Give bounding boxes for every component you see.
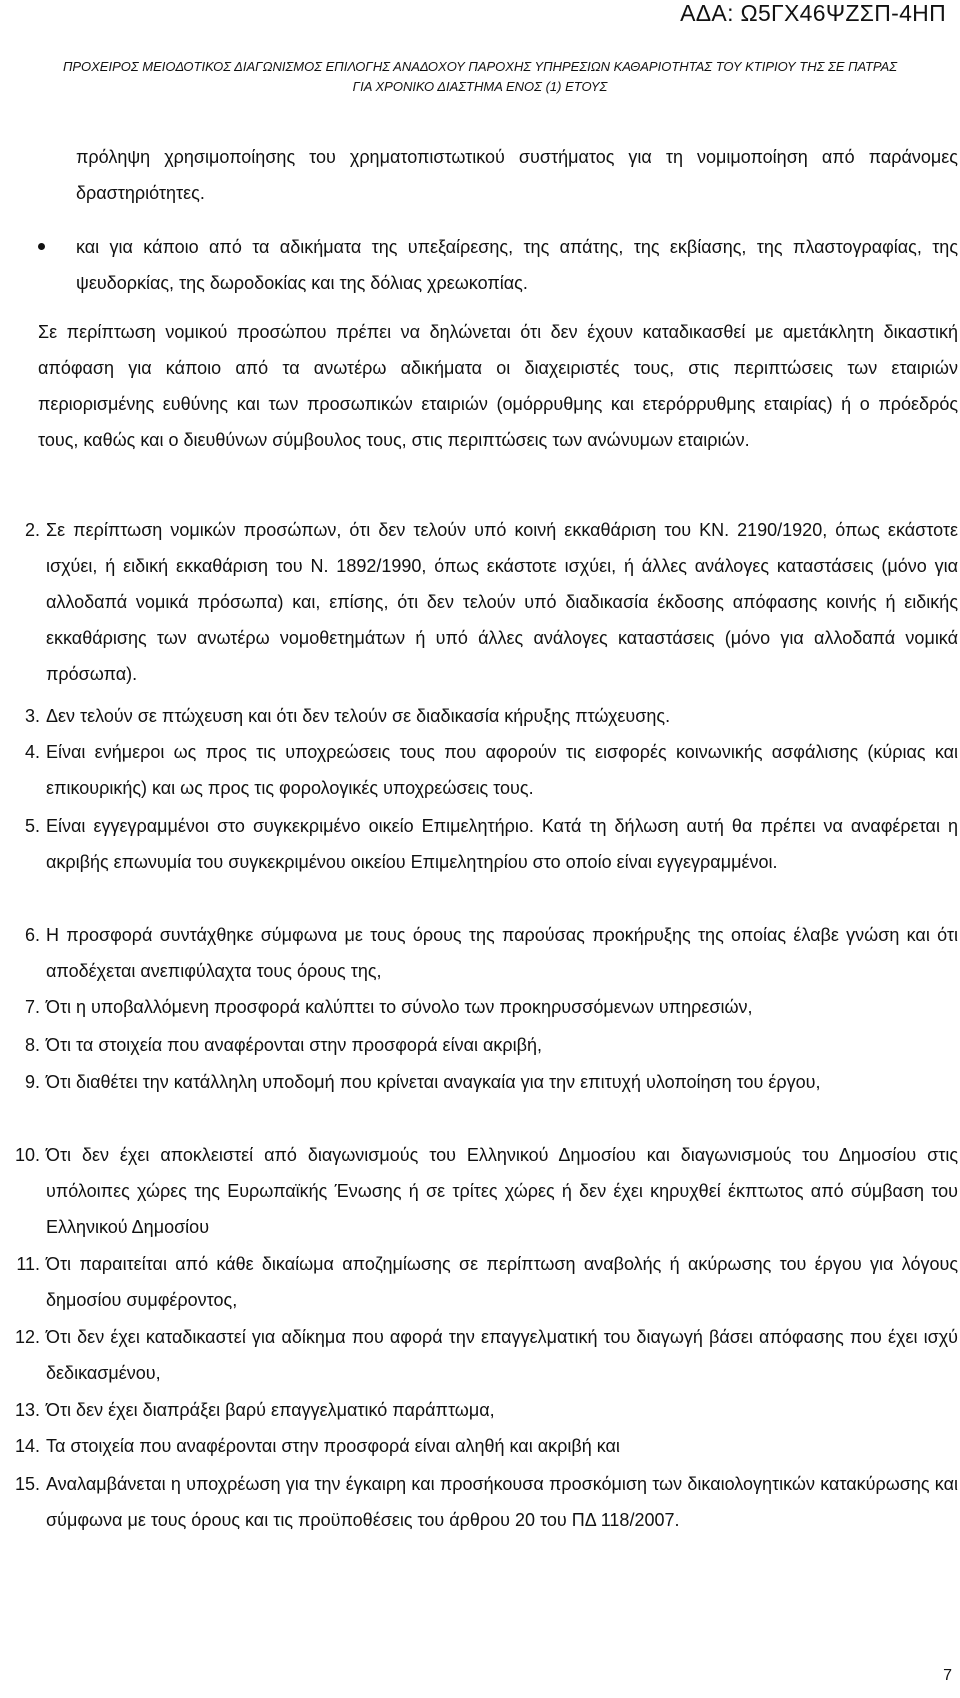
bullet-icon [38, 243, 45, 250]
list-number: 7. [24, 997, 40, 1017]
list-number: 13. [14, 1400, 40, 1420]
list-number: 15. [14, 1474, 40, 1494]
header-title-line-2: ΓΙΑ ΧΡΟΝΙΚΟ ΔΙΑΣΤΗΜΑ ΕΝΟΣ (1) ΕΤΟΥΣ [352, 79, 608, 94]
list-number: 14. [14, 1436, 40, 1456]
list-number: 12. [14, 1327, 40, 1347]
list-item-9: Ότι διαθέτει την κατάλληλη υποδομή που κρίνεται αναγκαία για την επιτυχή υλοποίηση του έργου, [46, 1072, 821, 1092]
list-number: 3. [24, 706, 40, 726]
list-item-2: Σε περίπτωση νομικών προσώπων, ότι δεν τελούν υπό κοινή εκκαθάριση του ΚΝ. 2190/1920, όπως εκάστοτε ισχύει, ή ειδική εκκαθάριση του Ν. 1892/1990, όπως εκάστοτε ισχύει, ή άλλες ανάλογες καταστάσεις (μόνο για αλλοδαπά νομικά πρόσωπα) και, επίσης, ότι δεν τελούν υπό διαδικασία έκδοσης απόφασης κοινής ή ειδικής εκκαθάρισης των ανωτέρω νομοθετημάτων ή υπό άλλες ανάλογες καταστάσεις (μόνο για αλλοδαπά νομικά πρόσωπα). [46, 520, 958, 684]
list-item-5: Είναι εγγεγραμμένοι στο συγκεκριμένο οικείο Επιμελητήριο. Κατά τη δήλωση αυτή θα πρέπει να αναφέρεται η ακριβής επωνυμία του συγκεκριμένου οικείου Επιμελητηρίου στο οποίο είναι εγγεγραμμένοι. [46, 816, 958, 872]
list-number: 5. [24, 816, 40, 836]
legal-person-paragraph: Σε περίπτωση νομικού προσώπου πρέπει να δηλώνεται ότι δεν έχουν καταδικασθεί με αμετάκλητη δικαστική απόφαση για κάποιο από τα ανωτέρω αδικήματα οι διαχειριστές τους, στις περιπτώσεις των εταιριών περιορισμένης ευθύνης και των προσωπικών εταιριών (ομόρρυθμης και ετερόρρυθμης εταιρίας) ή ο πρόεδρός τους, καθώς και ο διευθύνων σύμβουλος τους, στις περιπτώσεις των ανώνυμων εταιριών. [38, 322, 958, 450]
list-item-4: Είναι ενήμεροι ως προς τις υποχρεώσεις τους που αφορούν τις εισφορές κοινωνικής ασφάλισης (κύριας και επικουρικής) και ως προς τις φορολογικές υποχρεώσεις τους. [46, 742, 958, 798]
list-item-8: Ότι τα στοιχεία που αναφέρονται στην προσφορά είναι ακριβή, [46, 1035, 542, 1055]
list-item-14: Τα στοιχεία που αναφέρονται στην προσφορά είναι αληθή και ακριβή και [46, 1436, 620, 1456]
list-number: 2. [24, 520, 40, 540]
list-number: 9. [24, 1072, 40, 1092]
list-item-10: Ότι δεν έχει αποκλειστεί από διαγωνισμούς του Ελληνικού Δημοσίου και διαγωνισμούς του Δημοσίου στις υπόλοιπες χώρες της Ευρωπαϊκής Ένωσης ή σε τρίτες χώρες ή δεν έχει κηρυχθεί έκπτωτος από σύμβαση του Ελληνικού Δημοσίου [46, 1145, 958, 1237]
bullet-paragraph: και για κάποιο από τα αδικήματα της υπεξαίρεσης, της απάτης, της εκβίασης, της πλαστογραφίας, της ψευδορκίας, της δωροδοκίας και της δόλιας χρεωκοπίας. [76, 237, 958, 293]
list-item-11: Ότι παραιτείται από κάθε δικαίωμα αποζημίωσης σε περίπτωση αναβολής ή ακύρωσης του έργου για λόγους δημοσίου συμφέροντος, [46, 1254, 958, 1310]
list-item-6: Η προσφορά συντάχθηκε σύμφωνα με τους όρους της παρούσας προκήρυξης της οποίας έλαβε γνώση και ότι αποδέχεται ανεπιφύλαχτα τους όρους της, [46, 925, 958, 981]
list-number: 10. [14, 1145, 40, 1165]
document-id: ΑΔΑ: Ω5ΓΧ46ΨΖΣΠ-4ΗΠ [680, 0, 946, 26]
continuation-paragraph: πρόληψη χρησιμοποίησης του χρηματοπιστωτικού συστήματος για τη νομιμοποίηση από παράνομες δραστηριότητες. [76, 147, 958, 203]
list-number: 8. [24, 1035, 40, 1055]
list-item-7: Ότι η υποβαλλόμενη προσφορά καλύπτει το σύνολο των προκηρυσσόμενων υπηρεσιών, [46, 997, 753, 1017]
list-item-12: Ότι δεν έχει καταδικαστεί για αδίκημα που αφορά την επαγγελματική του διαγωγή βάσει απόφασης που έχει ισχύ δεδικασμένου, [46, 1327, 958, 1383]
page-number: 7 [943, 1667, 952, 1684]
list-number: 6. [24, 925, 40, 945]
list-item-3: Δεν τελούν σε πτώχευση και ότι δεν τελούν σε διαδικασία κήρυξης πτώχευσης. [46, 706, 671, 726]
list-item-13: Ότι δεν έχει διαπράξει βαρύ επαγγελματικό παράπτωμα, [46, 1400, 495, 1420]
list-number: 11. [16, 1254, 40, 1274]
list-number: 4. [24, 742, 40, 762]
header-title-line-1: ΠΡΟΧΕΙΡΟΣ ΜΕΙΟΔΟΤΙΚΟΣ ΔΙΑΓΩΝΙΣΜΟΣ ΕΠΙΛΟΓΗΣ ΑΝΑΔΟΧΟΥ ΠΑΡΟΧΗΣ ΥΠΗΡΕΣΙΩΝ ΚΑΘΑΡΙΟΤΗΤΑΣ ΤΟΥ ΚΤΙΡΙΟΥ ΤΗΣ ΣΕ ΠΑΤΡΑΣ [62, 59, 898, 74]
list-item-15: Αναλαμβάνεται η υποχρέωση για την έγκαιρη και προσήκουσα προσκόμιση των δικαιολογητικών κατακύρωσης και σύμφωνα με τους όρους και τις προϋποθέσεις του άρθρου 20 του ΠΔ 118/2007. [46, 1474, 958, 1530]
